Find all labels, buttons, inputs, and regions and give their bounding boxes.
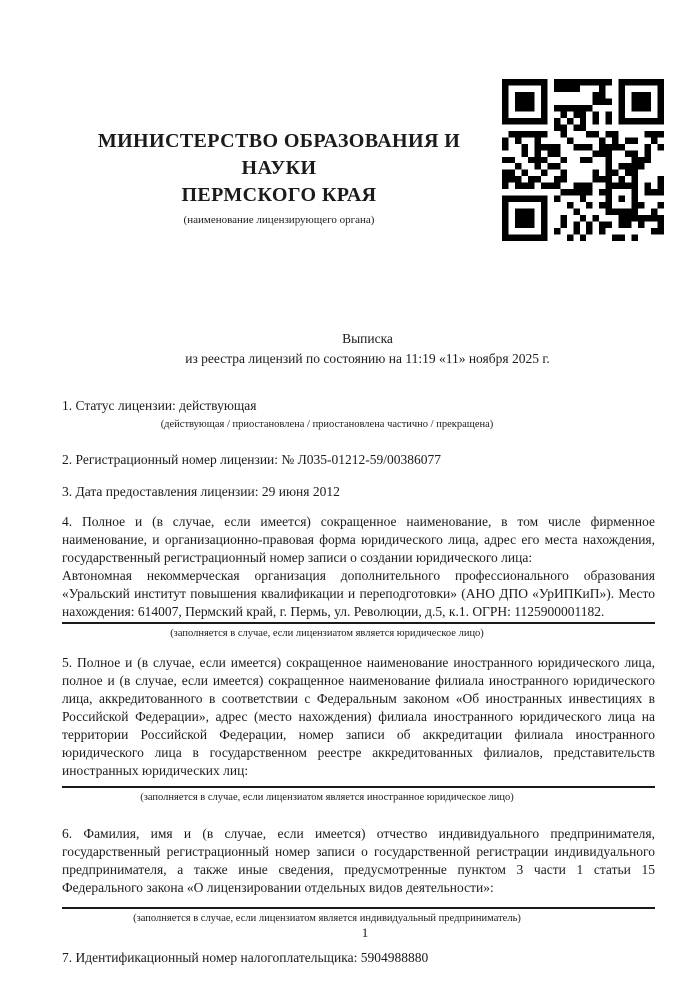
fill-line-foreign-entity — [62, 786, 655, 788]
document-content — [62, 0, 655, 967]
ministry-name-line1: МИНИСТЕРСТВО ОБРАЗОВАНИЯ И НАУКИ — [97, 130, 461, 179]
field-license-status: 1. Статус лицензии: действующая — [62, 398, 257, 413]
fill-line-legal-entity — [62, 622, 655, 624]
licensing-authority-header — [62, 128, 496, 227]
document-title-line2: из реестра лицензий по состоянию на 11:19 «11» ноября 2025 г. — [185, 351, 550, 366]
ministry-name-line2: ПЕРМСКОГО КРАЯ — [181, 184, 377, 206]
field-license-status-caption: (действующая / приостановлена / приостановлена частично / прекращена) — [160, 419, 494, 430]
field-taxpayer-number: 7. Идентификационный номер налогоплательщика: 5904988880 — [62, 950, 429, 965]
document-title-line1: Выписка — [342, 331, 393, 346]
field-foreign-entity-label: 5. Полное и (в случае, если имеется) сокращенное наименование иностранного юридического лица, полное и (в случае, если имеется) сокращенное наименование филиала иностранного юридического лица, аккредитованного в соответствии с Федеральным законом «Об иностранных инвестициях в Российской Федерации», адрес (место нахождения) филиала иностранного юридического лица на территории Российской Федерации, номер записи об аккредитации филиала иностранного юридического лица в государственном реестре аккредитованных филиалов, представительств иностранных юридических лиц: — [62, 655, 655, 778]
field-license-date: 3. Дата предоставления лицензии: 29 июня 2012 — [62, 484, 340, 499]
page-number: 1 — [361, 925, 369, 940]
field-legal-entity-label: 4. Полное и (в случае, если имеется) сокращенное наименование, в том числе фирменное наименование, и организационно-правовая форма юридического лица, адрес его места нахождения, государственный регистрационный номер записи о создании юридического лица: — [62, 514, 655, 565]
field-entrepreneur-label: 6. Фамилия, имя и (в случае, если имеется) отчество индивидуального предпринимателя, государственный регистрационный номер записи о государственной регистрации индивидуального предпринимателя, а также иные сведения, предусмотренные пунктом 3 части 1 статьи 15 Федерального закона «О лицензировании отдельных видов деятельности»: — [62, 826, 655, 895]
document-title — [62, 329, 655, 369]
field-legal-entity-value: Автономная некоммерческая организация дополнительного профессионального образования «Уральский институт повышения квалификации и переподготовки» (АНО ДПО «УрИПКиП»). Место нахождения: 614007, Пермский край, г. Пермь, ул. Революции, д.5, к.1. ОГРН: 1125900001182. — [62, 568, 655, 619]
field-registration-number: 2. Регистрационный номер лицензии: № Л035-01212-59/00386077 — [62, 452, 442, 467]
authority-caption: (наименование лицензирующего органа) — [183, 214, 375, 226]
ministry-name — [62, 128, 496, 209]
field-entrepreneur-caption: (заполняется в случае, если лицензиатом является индивидуальный предприниматель) — [133, 913, 521, 924]
field-foreign-entity-caption: (заполняется в случае, если лицензиатом является иностранное юридическое лицо) — [140, 792, 514, 803]
field-legal-entity-caption: (заполняется в случае, если лицензиатом является юридическое лицо) — [170, 628, 484, 639]
fill-line-entrepreneur — [62, 907, 655, 909]
